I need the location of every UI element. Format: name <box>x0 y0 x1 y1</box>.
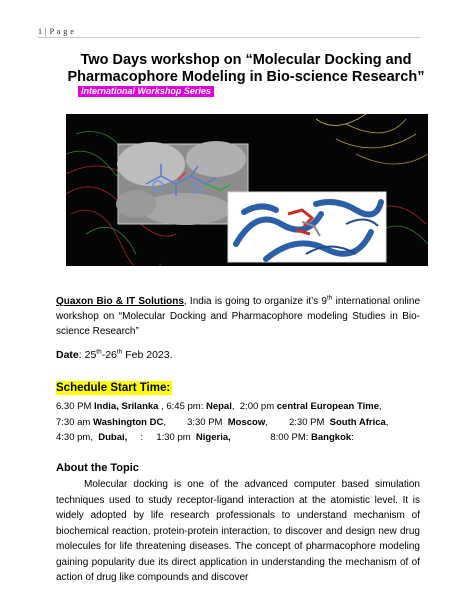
date-end-suffix: th <box>116 348 123 356</box>
molecular-docking-banner-image <box>66 114 428 266</box>
date-line <box>56 348 420 363</box>
header-divider <box>38 37 420 38</box>
date-start-suffix: th <box>96 348 102 356</box>
schedule-segment: Dubai, <box>98 432 128 443</box>
about-text: Molecular docking is one of the advanced computer based simulation techniques used to study receptor-ligand interaction at the atomistic level. It is widely adopted by life research professionals to understand mechanism of biochemical reaction, protein-protein interaction, to discover and design new drug molecules for life threatening diseases. The concept of pharmacophore modeling gaining popularity due its direct application in understanding the mechanism of of action of drug like compounds and discover <box>56 479 420 583</box>
schedule-segment: , 3:30 PM <box>163 416 228 428</box>
ordinal-suffix: th <box>326 294 333 302</box>
schedule-line-1 <box>56 399 420 415</box>
schedule-segment: Nepal <box>205 401 232 412</box>
about-paragraph <box>56 477 420 586</box>
schedule-segment: 8:00 PM: <box>230 432 312 443</box>
schedule-heading <box>56 381 172 395</box>
schedule-colon: : <box>166 382 171 394</box>
schedule-segment: Washington DC <box>92 416 164 428</box>
date-start: : 25 <box>78 349 97 361</box>
schedule-segment: 4:30 pm, <box>56 432 99 443</box>
schedule-segment: Moscow <box>227 416 266 428</box>
schedule-segment: India, Srilanka <box>94 401 159 412</box>
schedule-segment: : <box>351 432 354 443</box>
page-number-header: 1 | P a g e <box>38 27 75 36</box>
schedule-title: Schedule Start Time <box>56 382 167 394</box>
schedule-segment: , 6:45 pm: <box>158 401 206 412</box>
date-end: -26 <box>101 349 117 361</box>
title-line-1: Two Days workshop on “Molecular Docking and <box>80 52 412 68</box>
about-heading: About the Topic <box>56 462 139 474</box>
schedule-line-3 <box>56 430 420 446</box>
schedule-segment: , 2:30 PM <box>265 416 330 428</box>
docking-illustration <box>66 114 428 266</box>
title-line-2: Pharmacophore Modeling in Bio-science Research” <box>67 69 425 85</box>
series-tag: International Workshop Series <box>78 86 214 97</box>
workshop-title <box>56 52 436 86</box>
date-label: Date <box>56 349 79 361</box>
schedule-line-2 <box>56 415 420 431</box>
schedule-segment: Bangkok <box>311 432 352 443</box>
schedule-segment: , <box>379 401 382 412</box>
schedule-segment: 7:30 am <box>56 416 93 428</box>
organizer-paragraph <box>56 294 420 339</box>
schedule-segment: South Africa <box>329 416 386 428</box>
schedule-segment: : 1:30 pm <box>127 432 196 443</box>
schedule-segment: 6.30 PM <box>56 401 95 412</box>
schedule-segment: central European Time <box>276 401 379 412</box>
schedule-segment: , 2:00 pm <box>231 401 277 412</box>
organizer-text-a: , India is going to organize it’s 9 <box>183 296 327 307</box>
organizer-name: Quaxon Bio & IT Solutions <box>56 296 184 307</box>
schedule-segment: , <box>385 416 389 428</box>
organizer-text-b: international online workshop on “Molecular Docking and Pharmacophore modeling Studies in Bio-science Research” <box>56 296 421 337</box>
date-month-year: Feb 2023. <box>122 349 173 361</box>
schedule-times <box>56 399 420 446</box>
schedule-segment: Nigeria, <box>195 432 231 443</box>
